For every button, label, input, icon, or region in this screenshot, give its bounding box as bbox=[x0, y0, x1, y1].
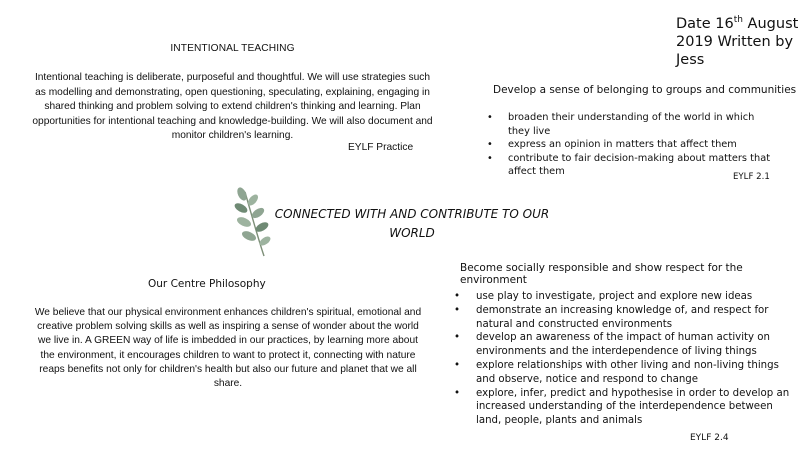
date-ordinal: th bbox=[733, 15, 743, 26]
list-item: • develop an awareness of the impact of human activity on environments and the interdependence of living things bbox=[454, 331, 794, 359]
document-date bbox=[676, 15, 804, 69]
list-item: • explore relationships with other living and non-living things and observe, notice and respond to change bbox=[454, 359, 794, 387]
list-item: • broaden their understanding of the world in which they live bbox=[487, 111, 777, 138]
intentional-teaching-body: Intentional teaching is deliberate, purposeful and thoughtful. We will use strategies such as modelling and demonstrating, open questioning, speculating, explaining, engaging in shared thinking and problem solving to extend children's thinking and learning. Plan opportunities for intentional teaching and knowledge-building. We will also document and monitor children's learning. bbox=[32, 72, 433, 141]
list-item: • explore, infer, predict and hypothesise in order to develop an increased understanding of the interdependence between land, people, plants and animals bbox=[454, 387, 794, 428]
environment-source: EYLF 2.4 bbox=[690, 433, 729, 443]
environment-list bbox=[454, 290, 794, 428]
date-prefix: Date 16 bbox=[676, 16, 734, 32]
section-heading: CONNECTED WITH AND CONTRIBUTE TO OUR WORLD bbox=[274, 207, 550, 240]
belonging-list bbox=[487, 111, 777, 179]
list-item: • demonstrate an increasing knowledge of, and respect for natural and constructed environments bbox=[454, 304, 794, 332]
belonging-title: Develop a sense of belonging to groups and communities bbox=[493, 84, 797, 96]
philosophy-body: We believe that our physical environment enhances children's spiritual, emotional and creative problem solving skills as well as inspiring a sense of wonder about the world we live in. A GREEN way of life is imbedded in our practices, by learning more about the environment, it encourages children to want to protect it, connecting with nature reaps benefits not only for children's health but also our future and planet that we all share. bbox=[34, 307, 422, 390]
list-item: • express an opinion in matters that affect them bbox=[487, 138, 777, 152]
belonging-source: EYLF 2.1 bbox=[733, 172, 770, 182]
list-item: • use play to investigate, project and explore new ideas bbox=[454, 290, 794, 304]
philosophy-title: Our Centre Philosophy bbox=[148, 278, 266, 290]
intentional-teaching-title: INTENTIONAL TEACHING bbox=[170, 43, 295, 54]
environment-title: Become socially responsible and show respect for the environment bbox=[460, 262, 743, 286]
intentional-teaching-source: EYLF Practice bbox=[348, 142, 414, 153]
list-item: • contribute to fair decision-making about matters that affect them bbox=[487, 152, 777, 179]
date-rest: August 2019 Written by Jess bbox=[676, 16, 799, 68]
